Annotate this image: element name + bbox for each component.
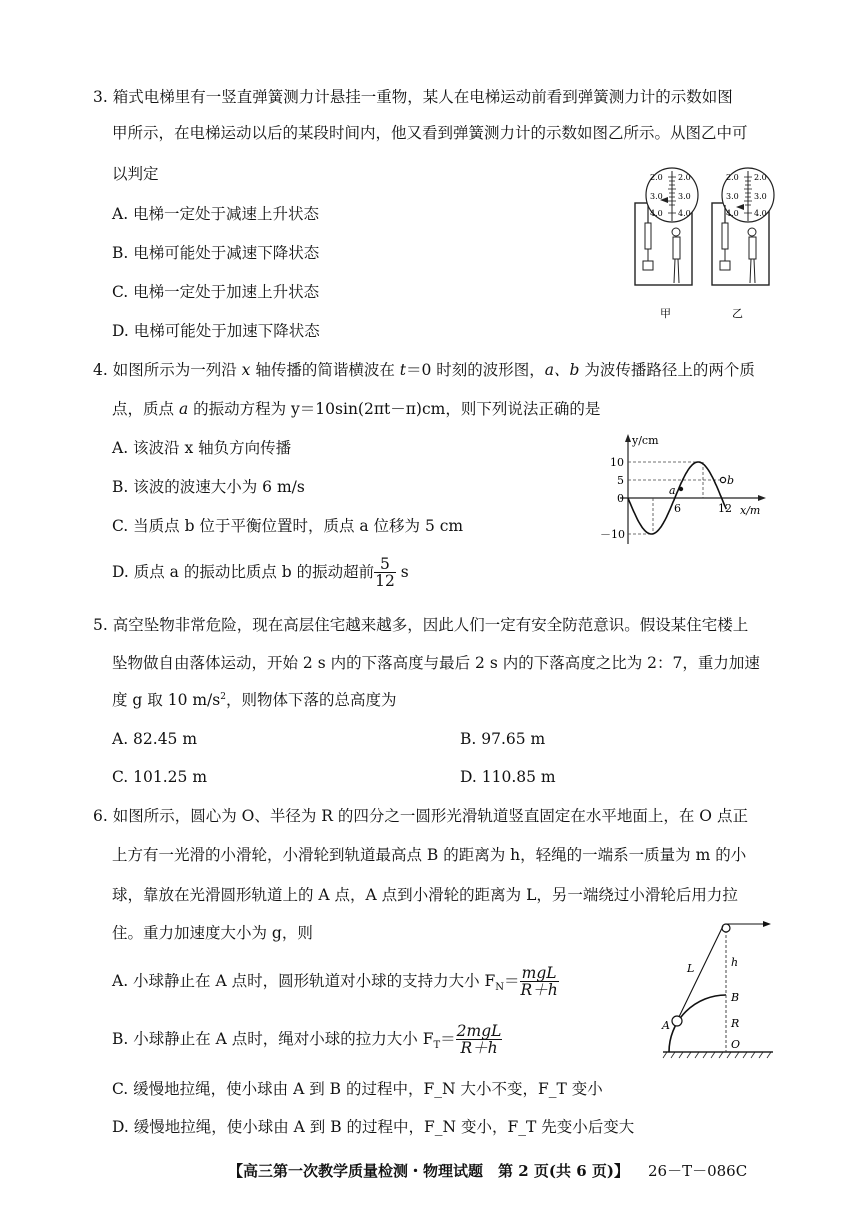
q3-option-c: C. 电梯一定处于加速上升状态 [112, 283, 320, 301]
q3-jia-scale-3: 3.0 [650, 192, 663, 201]
q6-label-L: L [687, 962, 695, 975]
q3-label-jia: 甲 [660, 307, 671, 320]
q4-option-b: B. 该波的波速大小为 6 m/s [112, 478, 305, 496]
q3-jia-scale-2r: 2.0 [678, 173, 691, 182]
q3-spring-scale-figure [630, 165, 780, 325]
q4-tick-10: 10 [610, 456, 624, 469]
q3-yi-scale-4: 4.0 [726, 209, 739, 218]
q4-wave-graph [590, 432, 780, 552]
q4-option-c: C. 当质点 b 位于平衡位置时，质点 a 位移为 5 cm [112, 517, 464, 535]
q3-label-yi: 乙 [732, 307, 743, 320]
q6-pull-arrow [763, 921, 771, 927]
q6-pulley [722, 924, 730, 932]
q5-option-b: B. 97.65 m [460, 730, 546, 748]
page-footer-title: 【高三第一次教学质量检测・物理试题 第 2 页(共 6 页)】 [228, 1162, 629, 1180]
q6-rope [677, 926, 723, 1021]
q6-line3: 球，靠放在光滑圆形轨道上的 A 点，A 点到小滑轮的距离为 L，另一端绕过小滑轮后用力拉 [112, 886, 738, 904]
q3-jia-scale-4r: 4.0 [678, 209, 691, 218]
q4-label-b: b [727, 474, 735, 487]
q3-person-yi [748, 228, 756, 283]
q4-line2: 点，质点 a 的振动方程为 y＝10sin(2πt－π)cm，则下列说法正确的是 [112, 400, 601, 418]
q4-label-a: a [669, 484, 676, 497]
q6-label-A: A [662, 1019, 670, 1032]
q5-option-c: C. 101.25 m [112, 768, 208, 786]
page-footer-code: 26－T－086C [648, 1162, 748, 1180]
q3-jia-scale-2: 2.0 [650, 173, 663, 182]
q6-label-B: B [731, 991, 740, 1004]
q3-yi-scale-2r: 2.0 [754, 173, 767, 182]
q5-line2: 坠物做自由落体运动，开始 2 s 内的下落高度与最后 2 s 内的下落高度之比为 2：7，重力加速 [112, 654, 760, 672]
q3-yi-scale-2: 2.0 [726, 173, 739, 182]
q6-option-c: C. 缓慢地拉绳，使小球由 A 到 B 的过程中，F_N 大小不变，F_T 变小 [112, 1080, 603, 1098]
q3-line2: 甲所示，在电梯运动以后的某段时间内，他又看到弹簧测力计的示数如图乙所示。从图乙中可 [112, 124, 748, 142]
q6-label-h: h [731, 956, 739, 969]
q6-label-R: R [731, 1017, 740, 1030]
q4-point-b [720, 477, 725, 482]
q4-option-a: A. 该波沿 x 轴负方向传播 [112, 439, 292, 457]
q6-line4: 住。重力加速度大小为 g，则 [112, 924, 313, 942]
q3-jia-scale-4: 4.0 [650, 209, 663, 218]
q4-tick-6: 6 [674, 502, 681, 515]
q4-x-label: x/m [740, 504, 761, 517]
q4-option-d: D. 质点 a 的振动比质点 b 的振动超前 $\frac{5}{12}$ s [112, 555, 409, 591]
q4-tick-12: 12 [718, 502, 732, 515]
q4-y-label: y/cm [632, 434, 659, 447]
q4-tick-neg10: －10 [600, 528, 625, 541]
q3-yi-scale-4r: 4.0 [754, 209, 767, 218]
q3-line3: 以判定 [112, 165, 159, 183]
q6-option-d: D. 缓慢地拉绳，使小球由 A 到 B 的过程中，F_N 变小，F_T 先变小后变大 [112, 1118, 635, 1136]
q3-line1: 3. 箱式电梯里有一竖直弹簧测力计悬挂一重物，某人在电梯运动前看到弹簧测力计的示数如图 [93, 88, 733, 106]
q3-option-b: B. 电梯可能处于减速下降状态 [112, 244, 320, 262]
q6-option-a: A. 小球静止在 A 点时，圆形轨道对小球的支持力大小 $F_N=$ $\frac{\text{mgL}}{R+h}$ [112, 964, 558, 1000]
q6-option-b-fraction: $\frac{\text{2mgL}}{R+h}$ [456, 1022, 502, 1058]
q3-yi-scale-3: 3.0 [726, 192, 739, 201]
q6-option-a-fraction: $\frac{\text{mgL}}{R+h}$ [520, 964, 558, 1000]
q4-tick-5: 5 [617, 474, 624, 487]
q3-yi-scale-3r: 3.0 [754, 192, 767, 201]
q3-jia-scale-3r: 3.0 [678, 192, 691, 201]
q3-person-jia [672, 228, 680, 283]
q4-tick-0: 0 [617, 492, 624, 505]
q6-track-figure [655, 912, 780, 1062]
q5-line3: 度 g 取 10 $m/s^2$，则物体下落的总高度为 [112, 691, 397, 710]
q6-label-O: O [731, 1038, 741, 1051]
q6-ball [672, 1016, 682, 1026]
q6-line2: 上方有一光滑的小滑轮，小滑轮到轨道最高点 B 的距离为 h，轻绳的一端系一质量为 m 的小 [112, 846, 747, 864]
q4-point-a [679, 487, 683, 491]
q4-line1: 4. 如图所示为一列沿 x 轴传播的简谐横波在 t＝0 时刻的波形图，a、b 为波传播路径上的两个质 [93, 361, 755, 379]
q4-option-d-fraction: $\frac{5}{12}$ [375, 555, 395, 591]
q6-line1: 6. 如图所示，圆心为 O、半径为 R 的四分之一圆形光滑轨道竖直固定在水平地面上，在 O 点正 [93, 807, 748, 825]
q5-line1: 5. 高空坠物非常危险，现在高层住宅越来越多，因此人们一定有安全防范意识。假设某住宅楼上 [93, 616, 749, 634]
q6-option-b: B. 小球静止在 A 点时，绳对小球的拉力大小 $F_T=$ $\frac{\text{2mgL}}{R+h}$ [112, 1022, 502, 1058]
q5-option-a: A. 82.45 m [112, 730, 198, 748]
q5-option-d: D. 110.85 m [460, 768, 556, 786]
q3-option-a: A. 电梯一定处于减速上升状态 [112, 205, 320, 223]
q3-option-d: D. 电梯可能处于加速下降状态 [112, 322, 320, 340]
